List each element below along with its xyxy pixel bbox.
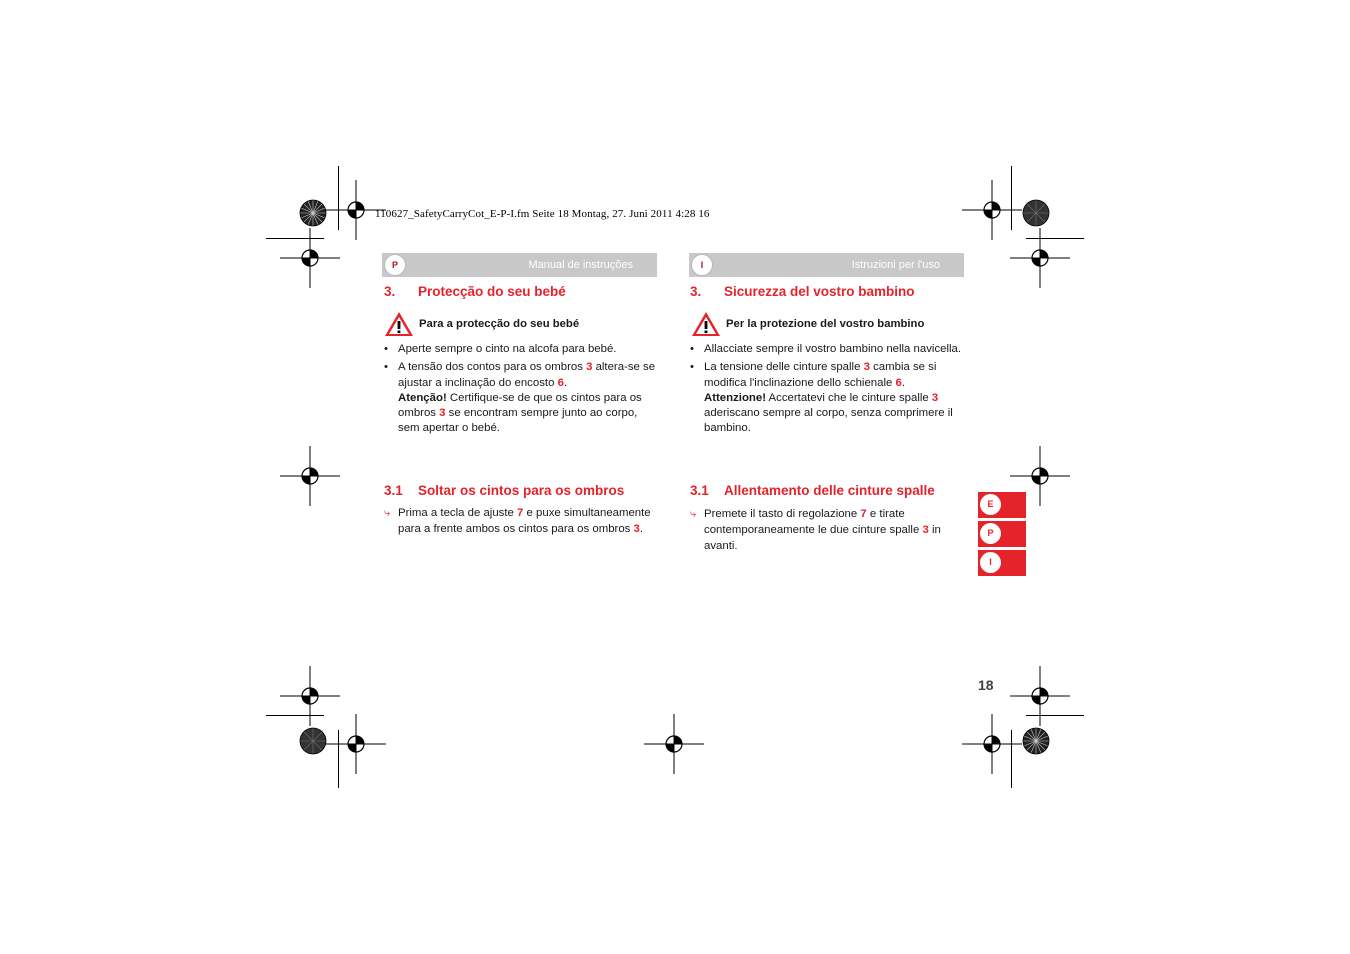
printer-rosette-icon	[1022, 199, 1050, 227]
page-number: 18	[978, 677, 994, 693]
printer-rosette-icon	[299, 199, 327, 227]
printer-rosette-icon	[1022, 727, 1050, 755]
left-header-title: Manual de instruções	[528, 259, 633, 271]
left-warning	[383, 310, 579, 338]
step-arrow-icon: ⤷	[690, 508, 697, 520]
left-warning-title: Para a protecção do seu bebé	[419, 318, 580, 330]
left-bullet-list	[384, 342, 659, 440]
file-slug: 110627_SafetyCarryCot_E-P-I.fm Seite 18 Montag, 27. Juni 2011 4:28 16	[375, 208, 710, 220]
right-subsection-title: 3.1 Allentamento delle cinture spalle	[690, 483, 935, 498]
registration-mark-icon	[280, 228, 340, 288]
left-subsection-title: 3.1 Soltar os cintos para os ombros	[384, 483, 625, 498]
right-section-title: 3. Sicurezza del vostro bambino	[690, 284, 915, 299]
right-warning-title: Per la protezione del vostro bambino	[726, 318, 925, 330]
warning-triangle-icon	[690, 310, 722, 338]
lang-tab-i[interactable]: I	[978, 550, 1026, 576]
list-item: • La tensione delle cinture spalle 3 cambia se si modifica l'inclinazione dello schienale 6. Attenzione! Accertatevi che le cinture spalle 3 aderiscano sempre al corpo, senza comprimere il bambino.	[690, 360, 965, 436]
list-item: • A tensão dos contos para os ombros 3 altera-se se ajustar a inclinação do encosto 6. Atenção! Certifique-se de que os cintos para os ombros 3 se encontram sempre junto ao corpo, sem apertar o bebé.	[384, 360, 659, 436]
registration-mark-icon	[644, 714, 704, 774]
right-header-title: Istruzioni per l'uso	[851, 259, 940, 271]
left-step: ⤷ Prima a tecla de ajuste 7 e puxe simultaneamente para a frente ambos os cintos para os ombros 3.	[384, 507, 651, 535]
printer-rosette-icon	[299, 727, 327, 755]
registration-mark-icon	[962, 714, 1022, 774]
list-item: • Aperte sempre o cinto na alcofa para bebé.	[384, 342, 659, 357]
right-warning	[690, 310, 924, 338]
left-header-bar	[382, 253, 657, 277]
lang-tab-e[interactable]: E	[978, 492, 1026, 518]
right-step: ⤷ Premete il tasto di regolazione 7 e tirate contemporaneamente le due cinture spalle 3 in avanti.	[690, 508, 941, 552]
language-badge-i: I	[691, 254, 713, 276]
right-bullet-list	[690, 342, 965, 440]
lang-tab-p[interactable]: P	[978, 521, 1026, 547]
registration-mark-icon	[326, 714, 386, 774]
registration-mark-icon	[280, 446, 340, 506]
registration-mark-icon	[1010, 228, 1070, 288]
left-section-title: 3. Protecção do seu bebé	[384, 284, 566, 299]
list-item: • Allacciate sempre il vostro bambino nella navicella.	[690, 342, 965, 357]
right-header-bar	[689, 253, 964, 277]
step-arrow-icon: ⤷	[384, 507, 391, 519]
language-badge-p: P	[384, 254, 406, 276]
warning-triangle-icon	[383, 310, 415, 338]
